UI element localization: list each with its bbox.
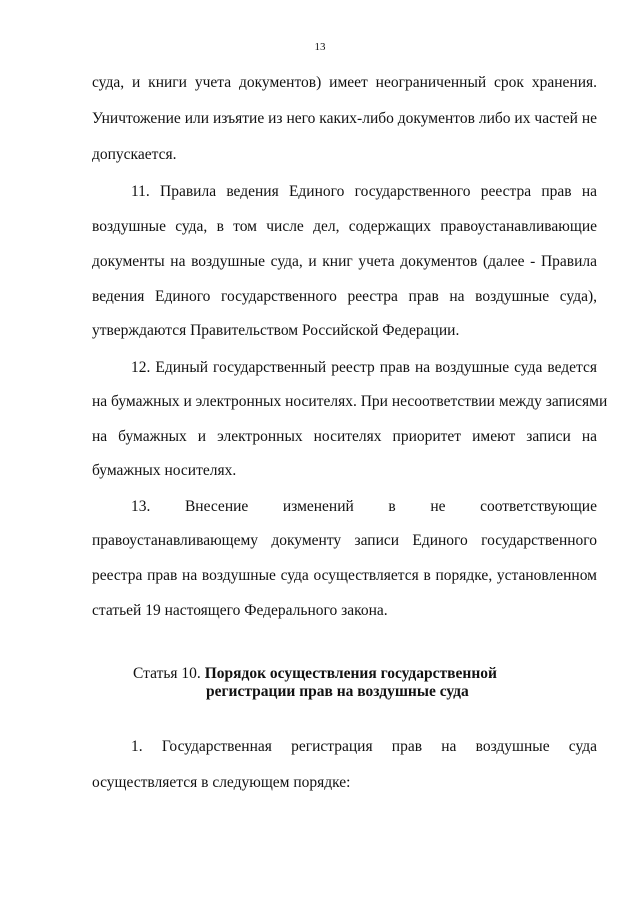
text-line: суда, и книги учета документов) имеет неограниченный срок хранения. (92, 74, 597, 91)
text-line: 12. Единый государственный реестр прав на воздушные суда ведется (131, 359, 597, 376)
text-line: документы на воздушные суда, и книг учета документов (далее - Правила (92, 253, 597, 270)
text-line: утверждаются Правительством Российской Федерации. (92, 322, 460, 339)
article-title-line-1: Порядок осуществления государственной (204, 665, 497, 682)
text-line: на бумажных и электронных носителях приоритет имеют записи на (92, 428, 597, 445)
text-line: статьей 19 настоящего Федерального закона. (92, 602, 388, 619)
text-line: осуществляется в следующем порядке: (92, 774, 351, 791)
text-line: реестра прав на воздушные суда осуществляется в порядке, установленном (92, 567, 597, 584)
text-line: 11. Правила ведения Единого государственного реестра прав на (131, 183, 597, 200)
text-line: правоустанавливающему документу записи Единого государственного (92, 532, 597, 549)
text-line: 13. Внесение изменений в не соответствующие (131, 498, 597, 515)
text-line: Уничтожение или изъятие из него каких-либо документов либо их частей не (92, 110, 597, 127)
text-line: ведения Единого государственного реестра прав на воздушные суда), (92, 288, 597, 305)
text-line: на бумажных и электронных носителях. При несоответствии между записями (92, 393, 608, 410)
text-line: 1. Государственная регистрация прав на воздушные суда (131, 738, 597, 755)
article-number: Статья 10. (133, 665, 201, 682)
text-line: бумажных носителях. (92, 462, 237, 479)
article-title-line-2: регистрации прав на воздушные суда (206, 683, 469, 700)
text-line: воздушные суда, в том числе дел, содержащих правоустанавливающие (92, 218, 597, 235)
page-number: 13 (314, 41, 326, 53)
text-line: допускается. (92, 146, 177, 163)
